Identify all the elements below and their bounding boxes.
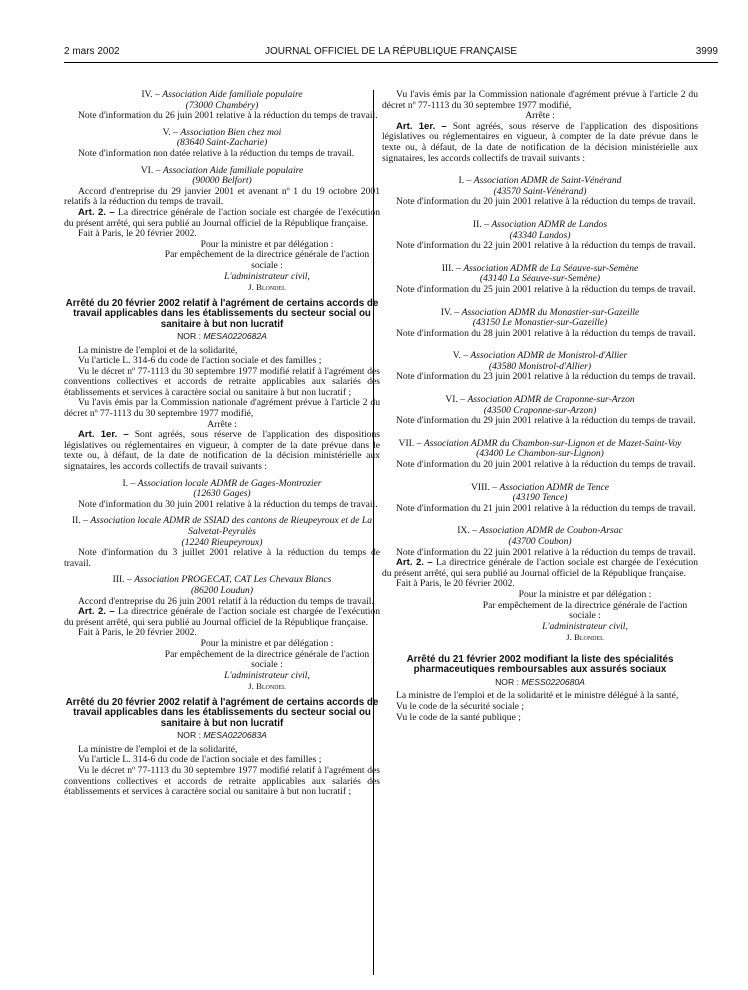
right-column	[382, 90, 698, 723]
entry-heading: VII. – Association ADMR du Chambon-sur-Lignon et de Mazet-Saint-Voy	[398, 437, 682, 449]
entry-note: Note d'information du 22 juin 2001 relative à la réduction du temps de travail.	[396, 240, 696, 252]
signing-date: Fait à Paris, le 20 février 2002.	[78, 627, 197, 639]
entry-location: (43400 Le Chambon-sur-Lignon)	[476, 448, 604, 460]
entry-heading: IX. – Association ADMR de Coubon-Arsac	[457, 525, 623, 537]
decree-paragraph: Vu le code de la santé publique ;	[396, 711, 521, 723]
entry-note: Note d'information du 21 juin 2001 relative à la réduction du temps de travail.	[396, 502, 696, 514]
entry-heading: III. – Association ADMR de La Séauve-sur-Semène	[441, 262, 639, 274]
signature-line: Par empêchement de la directrice générale de l'action sociale :	[164, 648, 370, 671]
decree-paragraph: Vu le code de la sécurité sociale ;	[396, 700, 525, 712]
entry-heading: IV. – Association ADMR du Monastier-sur-Gazeille	[440, 306, 640, 318]
entry-location: (12240 Rieupeyroux)	[181, 536, 263, 548]
header-title: JOURNAL OFFICIEL DE LA RÉPUBLIQUE FRANÇAISE	[264, 46, 518, 57]
decree-title: Arrêté du 21 février 2002 modifiant la liste des spécialités pharmaceutiques remboursables aux assurés sociaux	[406, 653, 674, 676]
decree-paragraph: Vu l'avis émis par la Commission nationale d'agrément prévue à l'article 2 du décret nº 77-1113 du 30 septembre 1977 modifié,	[64, 397, 380, 420]
nor-reference: NOR : MESA0220683A	[177, 730, 267, 741]
header-rule	[64, 62, 718, 63]
decree-paragraph: Vu l'article L. 314-6 du code de l'action sociale et des familles ;	[78, 355, 322, 367]
entry-location: (43140 La Séauve-sur-Semène)	[479, 273, 601, 285]
arrete-label: Arrête :	[207, 418, 237, 430]
entry-note: Note d'information du 25 juin 2001 relative à la réduction du temps de travail.	[396, 283, 696, 295]
entry-location: (83640 Saint-Zacharie)	[176, 137, 268, 149]
entry-location: (43580 Monistrol-d'Allier)	[488, 360, 592, 372]
article-2: Art. 2. – La directrice générale de l'action sociale est chargée de l'exécution du présent arrêté, qui sera publié au Journal officiel de la République française.	[64, 206, 380, 229]
decree-title: Arrêté du 20 février 2002 relatif à l'agrément de certains accords de travail applicables dans les établissements du secteur social ou sanitaire à but non lucratif	[65, 297, 379, 330]
header-date: 2 mars 2002	[64, 46, 120, 57]
entry-location: (86200 Loudun)	[190, 584, 254, 596]
nor-reference: NOR : MESS0220680A	[495, 676, 585, 687]
page-header	[64, 46, 718, 60]
entry-heading: II. – Association locale ADMR de SSIAD des cantons de Rieupeyroux et de La Salvetat-Peyralès	[71, 515, 372, 537]
entry-note: Note d'information du 23 juin 2001 relative à la réduction du temps de travail.	[396, 371, 696, 383]
signing-date: Fait à Paris, le 20 février 2002.	[78, 228, 197, 240]
decree-title: Arrêté du 20 février 2002 relatif à l'agrément de certains accords de travail applicables dans les établissements du secteur social ou sanitaire à but non lucratif	[65, 696, 379, 729]
nor-reference: NOR : MESA0220682A	[177, 330, 267, 341]
signature-line: L'administrateur civil,	[224, 669, 310, 681]
entry-location: (43570 Saint-Vénérand)	[493, 185, 587, 197]
signature-line: Pour la ministre et par délégation :	[200, 637, 334, 649]
entry-note: Note d'information du 20 juin 2001 relative à la réduction du temps de travail.	[396, 196, 696, 208]
entry-location: (43150 Le Monastier-sur-Gazeille)	[472, 317, 608, 329]
signature-line: Par empêchement de la directrice générale de l'action sociale :	[482, 599, 688, 622]
signatory-name: J. Blondel	[248, 282, 286, 293]
entry-heading: I. – Association locale ADMR de Gages-Montrozier	[122, 477, 322, 489]
signatory-name: J. Blondel	[248, 681, 286, 692]
entry-heading: V. – Association ADMR de Monistrol-d'Allier	[452, 350, 628, 362]
article-2: Art. 2. – La directrice générale de l'action sociale est chargée de l'exécution du présent arrêté, qui sera publié au Journal officiel de la République française.	[382, 557, 698, 579]
signature-line: L'administrateur civil,	[542, 620, 628, 632]
entry-location: (12630 Gages)	[193, 488, 251, 500]
entry-location: (43500 Craponne-sur-Arzon)	[483, 404, 597, 416]
entry-location: (43700 Coubon)	[508, 536, 572, 547]
decree-paragraph: La ministre de l'emploi et de la solidarité,	[78, 743, 238, 755]
left-column	[64, 90, 380, 798]
entry-location: (43340 Landos)	[509, 229, 571, 241]
entry-heading: VI. – Association Aide familiale populaire	[140, 164, 304, 176]
entry-heading: VIII. – Association ADMR de Tence	[470, 481, 610, 493]
signature-line: Pour la ministre et par délégation :	[518, 588, 652, 600]
signatory-name: J. Blondel	[566, 632, 604, 643]
entry-note: Note d'information du 30 juin 2001 relative à la réduction du temps de travail.	[78, 498, 378, 510]
entry-location: (43190 Tence)	[512, 492, 568, 504]
article-1: Art. 1er. – Sont agréés, sous réserve de l'application des dispositions législatives ou réglementaires en vigueur, à compter de la date prévue dans le texte ou, à défaut, de la date de notification de la décision ministérielle aux signataires, les accords collectifs de travail suivants :	[382, 120, 699, 164]
decree-paragraph: Vu le décret nº 77-1113 du 30 septembre 1977 modifié relatif à l'agrément des conventions collectives et accords de retraite applicables aux salariés des établissements et services à caractère social ou sanitaire à but non lucratif ;	[64, 764, 380, 798]
entry-note: Note d'information non datée relative à la réduction du temps de travail.	[78, 147, 355, 159]
arrete-label: Arrête :	[525, 110, 555, 122]
decree-paragraph: La ministre de l'emploi et de la solidarité et le ministre délégué à la santé,	[396, 690, 679, 702]
entry-heading: I. – Association ADMR de Saint-Vénérand	[458, 175, 622, 187]
decree-paragraph: La ministre de l'emploi et de la solidarité,	[78, 344, 238, 356]
decree-paragraph: Vu l'article L. 314-6 du code de l'action sociale et des familles ;	[78, 754, 322, 766]
entry-location: (73000 Chambéry)	[185, 99, 259, 111]
decree-paragraph: Vu le décret nº 77-1113 du 30 septembre 1977 modifié relatif à l'agrément des conventions collectives et accords de retraite applicables aux salariés des établissements et services à caractère social ou sanitaire à but non lucratif ;	[64, 365, 380, 398]
entry-note: Accord d'entreprise du 29 janvier 2001 et avenant nº 1 du 19 octobre 2001 relatifs à la réduction du temps de travail.	[64, 185, 380, 208]
article-1: Art. 1er. – Sont agréés, sous réserve de l'application des dispositions législatives ou réglementaires en vigueur, à compter de la date prévue dans le texte ou, à défaut, de la date de notification de la décision ministérielle aux signataires, les accords collectifs de travail suivants :	[64, 429, 381, 473]
entry-heading: V. – Association Bien chez moi	[162, 126, 282, 138]
signing-date: Fait à Paris, le 20 février 2002.	[396, 578, 515, 590]
entry-heading: II. – Association ADMR de Landos	[472, 218, 608, 230]
decree-paragraph: Vu l'avis émis par la Commission nationale d'agrément prévue à l'article 2 du décret nº 77-1113 du 30 septembre 1977 modifié,	[382, 89, 698, 111]
entry-note: Note d'information du 22 juin 2001 relative à la réduction du temps de travail.	[396, 546, 696, 558]
header-page-number: 3999	[695, 46, 718, 57]
entry-heading: III. – Association PROGECAT, CAT Les Chevaux Blancs	[112, 574, 332, 586]
entry-note: Note d'information du 26 juin 2001 relative à la réduction du temps de travail.	[78, 110, 378, 122]
entry-note: Note d'information du 3 juillet 2001 relative à la réduction du temps de travail.	[64, 547, 380, 569]
article-2: Art. 2. – La directrice générale de l'action sociale est chargée de l'exécution du présent arrêté, qui sera publié au Journal officiel de la République française.	[64, 606, 380, 628]
signature-line: L'administrateur civil,	[224, 270, 310, 282]
entry-heading: IV. – Association Aide familiale populaire	[141, 89, 303, 100]
signature-line: Pour la ministre et par délégation :	[200, 238, 334, 250]
signature-line: Par empêchement de la directrice générale de l'action sociale :	[164, 249, 370, 271]
entry-note: Note d'information du 28 juin 2001 relative à la réduction du temps de travail.	[396, 327, 696, 339]
entry-note: Accord d'entreprise du 26 juin 2001 relatif à la réduction du temps de travail.	[78, 595, 374, 607]
entry-location: (90000 Belfort)	[192, 175, 252, 187]
entry-note: Note d'information du 20 juin 2001 relative à la réduction du temps de travail.	[396, 459, 696, 471]
entry-heading: VI. – Association ADMR de Craponne-sur-Arzon	[445, 394, 635, 406]
entry-note: Note d'information du 29 juin 2001 relative à la réduction du temps de travail.	[396, 415, 696, 427]
